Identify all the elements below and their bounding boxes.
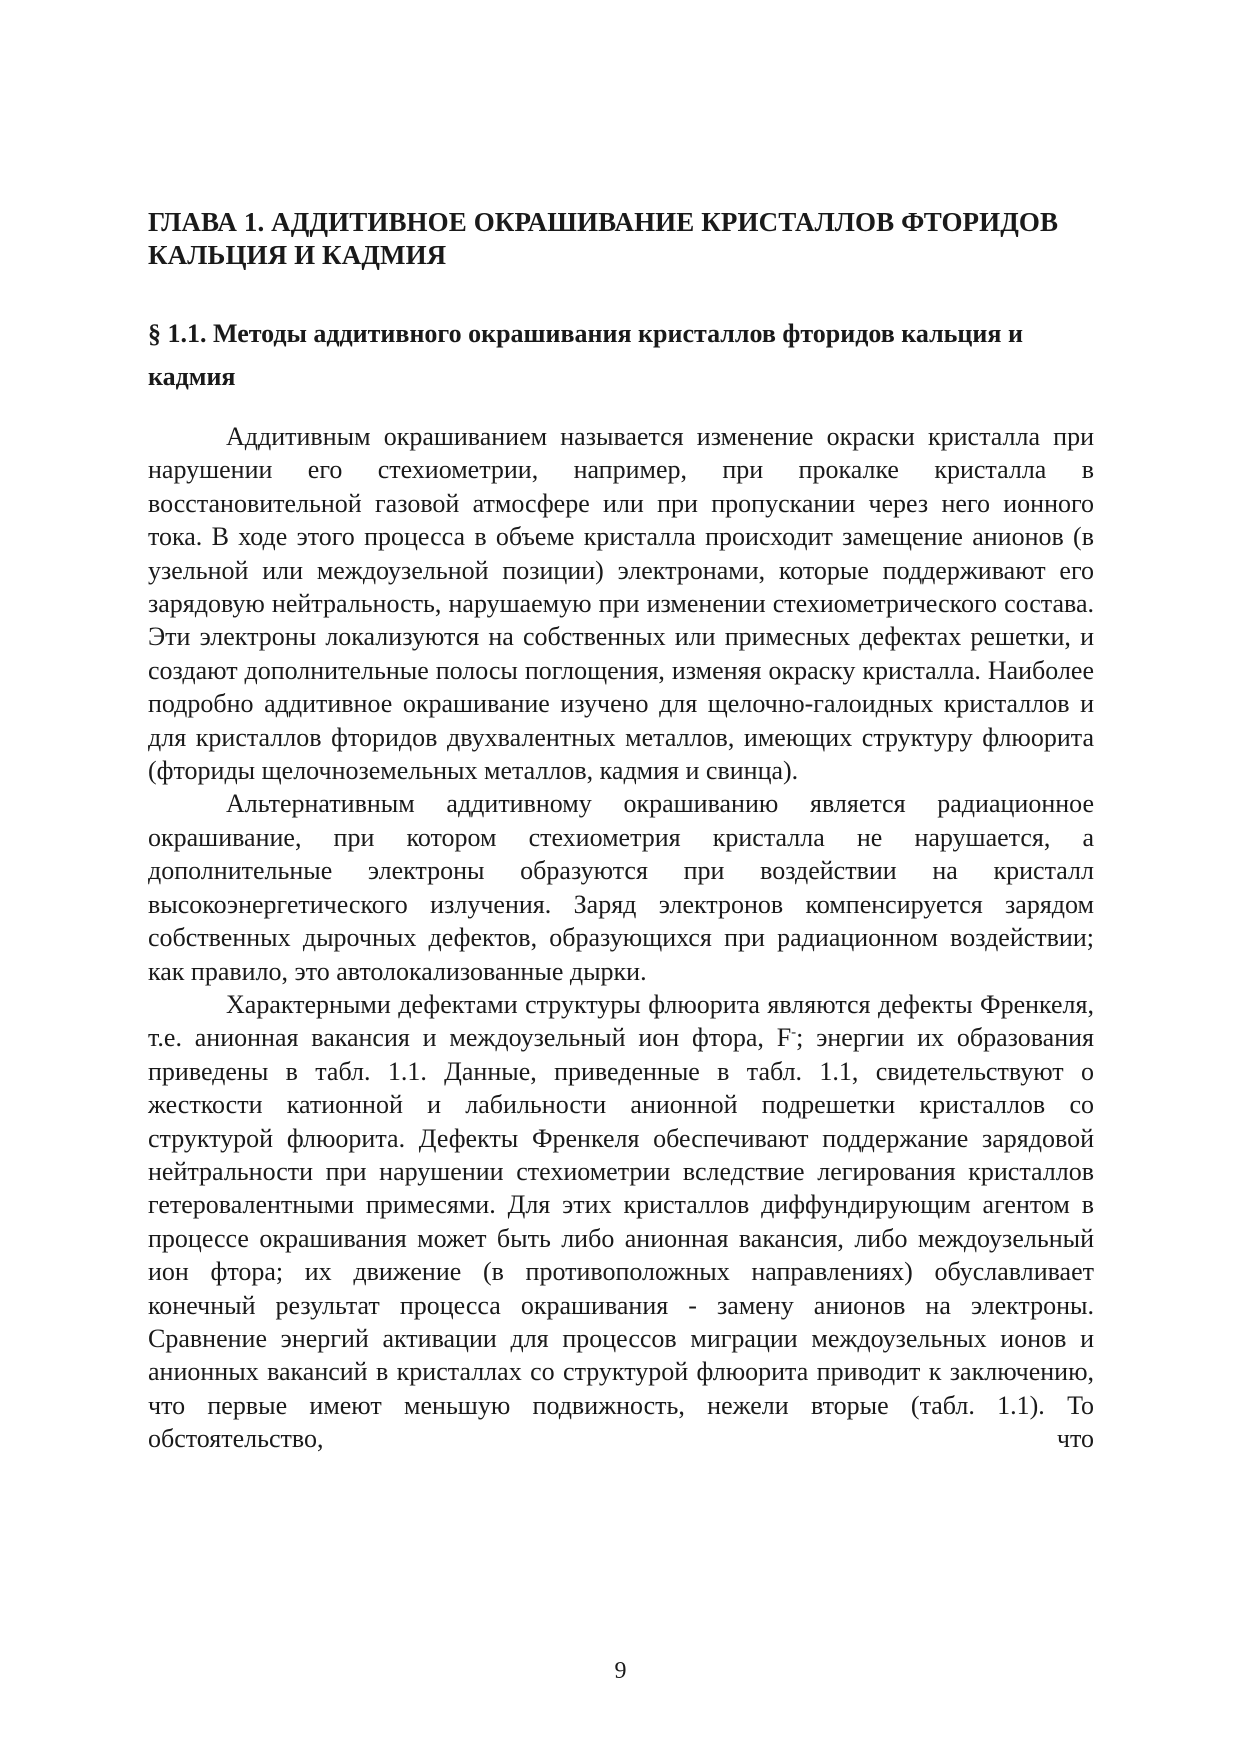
section-title: § 1.1. Методы аддитивного окрашивания кристаллов фторидов кальция и кадмия xyxy=(148,319,1023,391)
page-content xyxy=(148,206,1094,1456)
paragraph-3-text-start: Характерными дефектами структуры флюорита являются дефекты Френкеля, т.е. анионная вакансия и междоузельный ион фтора, F xyxy=(148,989,1094,1053)
chapter-title: ГЛАВА 1. АДДИТИВНОЕ ОКРАШИВАНИЕ КРИСТАЛЛОВ ФТОРИДОВ КАЛЬЦИЯ И КАДМИЯ xyxy=(148,207,1059,270)
superscript-minus: - xyxy=(791,1024,797,1041)
paragraph-2: Альтернативным аддитивному окрашиванию является радиационное окрашивание, при котором стехиометрия кристалла не нарушается, а дополнительные электроны образуются при воздействии на кристалл высокоэнергетического излучения. Заряд электронов компенсируется зарядом собственных дырочных дефектов, образующихся при радиационном воздействии; как правило, это автолокализованные дырки. xyxy=(148,789,1094,986)
paragraph-3 xyxy=(148,988,1094,1456)
paragraph-1: Аддитивным окрашиванием называется изменение окраски кристалла при нарушении его стехиометрии, например, при прокалке кристалла в восстановительной газовой атмосфере или при пропускании через него ионного тока. В ходе этого процесса в объеме кристалла происходит замещение анионов (в узельной или междоузельной позиции) электронами, которые поддерживают его зарядовую нейтральность, нарушаемую при изменении стехиометрического состава. Эти электроны локализуются на собственных или примесных дефектах решетки, и создают дополнительные полосы поглощения, изменяя окраску кристалла. Наиболее подробно аддитивное окрашивание изучено для щелочно-галоидных кристаллов и для кристаллов фторидов двухвалентных металлов, имеющих структуру флюорита (фториды щелочноземельных металлов, кадмия и свинца). xyxy=(148,422,1094,786)
page-number: 9 xyxy=(614,1658,627,1684)
body-text xyxy=(148,420,1094,1456)
paragraph-3-text-end: ; энергии их образования приведены в табл. 1.1. Данные, приведенные в табл. 1.1, свидетельствуют о жесткости катионной и лабильности анионной подрешетки кристаллов со структурой флюорита. Дефекты Френкеля обеспечивают поддержание зарядовой нейтральности при нарушении стехиометрии вследствие легирования кристаллов гетеровалентными примесями. Для этих кристаллов диффундирующим агентом в процессе окрашивания может быть либо анионная вакансия, либо междоузельный ион фтора; их движение (в противоположных направлениях) обуславливает конечный результат процесса окрашивания - замену анионов на электроны. Сравнение энергий активации для процессов миграции междоузельных ионов и анионных вакансий в кристаллах со структурой флюорита приводит к заключению, что первые имеют меньшую подвижность, нежели вторые (табл. 1.1). То обстоятельство, что xyxy=(148,1023,1095,1454)
